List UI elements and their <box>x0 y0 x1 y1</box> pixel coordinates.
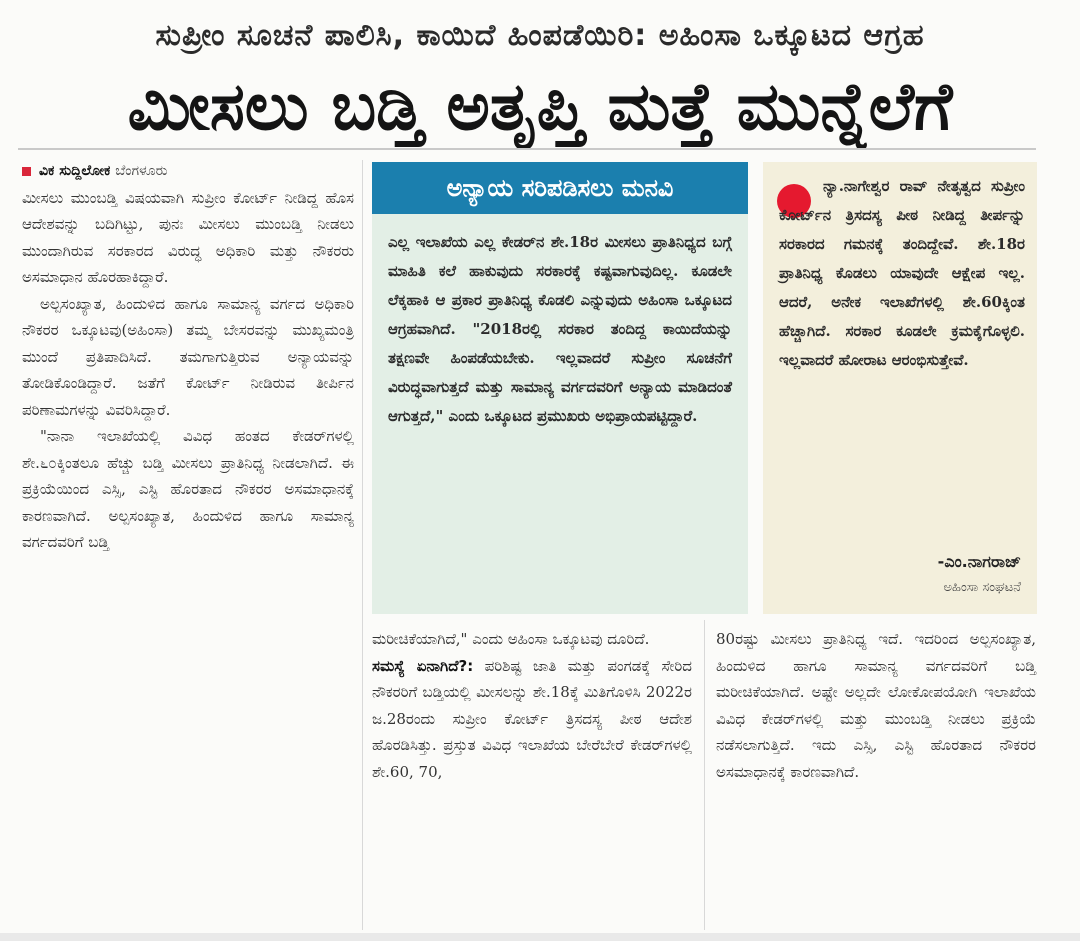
sidebar-box-appeal <box>372 162 748 614</box>
headline: ಮೀಸಲು ಬಡ್ತಿ ಅತೃಪ್ತಿ ಮತ್ತೆ ಮುನ್ನೆಲೆಗೆ <box>127 68 953 145</box>
byline <box>22 158 354 185</box>
bullet-square-icon <box>22 167 31 176</box>
quote-box <box>763 162 1037 614</box>
column-divider <box>704 620 705 930</box>
paragraph: ಮರೀಚಿಕೆಯಾಗಿದೆ," ಎಂದು ಅಹಿಂಸಾ ಒಕ್ಕೂಟವು ದೂರಿದೆ. <box>372 630 650 648</box>
paragraph: ಅಲ್ಪಸಂಖ್ಯಾತ, ಹಿಂದುಳಿದ ಹಾಗೂ ಸಾಮಾನ್ಯ ವರ್ಗದ ಅಧಿಕಾರಿ ನೌಕರರ ಒಕ್ಕೂಟವು(ಅಹಿಂಸಾ) ತಮ್ಮ ಬೇಸರವನ್ನು ಮುಖ್ಯಮಂತ್ರಿ ಮುಂದೆ ಪ್ರತಿಪಾದಿಸಿದೆ. ತಮಗಾಗುತ್ತಿರುವ ಅನ್ಯಾಯವನ್ನು ತೋಡಿಕೊಂಡಿದ್ದಾರೆ. ಜತೆಗೆ ಕೋರ್ಟ್‌ ನೀಡಿರುವ ತೀರ್ಪಿನ ಪರಿಣಾಮಗಳನ್ನು ವಿವರಿಸಿದ್ದಾರೆ. <box>22 294 354 419</box>
byline-place: ಬೆಂಗಳೂರು <box>115 163 168 179</box>
box-body: ಎಲ್ಲ ಇಲಾಖೆಯ ಎಲ್ಲ ಕೇಡರ್‌ನ ಶೇ.18ರ ಮೀಸಲು ಪ್ರಾತಿನಿಧ್ಯದ ಬಗ್ಗೆ ಮಾಹಿತಿ ಕಲೆ ಹಾಕುವುದು ಸರಕಾರಕ್ಕೆ ಕಷ್ಟವಾಗುವುದಿಲ್ಲ. ಕೂಡಲೇ ಲೆಕ್ಕಹಾಕಿ ಆ ಪ್ರಕಾರ ಪ್ರಾತಿನಿಧ್ಯ ಕೊಡಲಿ ಎನ್ನುವುದು ಅಹಿಂಸಾ ಒಕ್ಕೂಟದ ಆಗ್ರಹವಾಗಿದೆ. "2018ರಲ್ಲಿ ಸರಕಾರ ತಂದಿದ್ದ ಕಾಯಿದೆಯನ್ನು ತಕ್ಷಣವೇ ಹಿಂಪಡೆಯಬೇಕು. ಇಲ್ಲವಾದರೆ ಸುಪ್ರೀಂ ಸೂಚನೆಗೆ ವಿರುದ್ಧವಾಗುತ್ತದೆ ಮತ್ತು ಸಾಮಾನ್ಯ ವರ್ಗದವರಿಗೆ ಅನ್ಯಾಯ ಮಾಡಿದಂತೆ ಆಗುತ್ತದೆ," ಎಂದು ಒಕ್ಕೂಟದ ಪ್ರಮುಖರು ಅಭಿಪ್ರಾಯಪಟ್ಟಿದ್ದಾರೆ. <box>388 233 732 425</box>
column-3 <box>716 626 1036 785</box>
divider <box>18 148 1036 150</box>
paragraph <box>372 653 692 786</box>
column-1 <box>22 158 354 556</box>
paragraph: 80ರಷ್ಟು ಮೀಸಲು ಪ್ರಾತಿನಿಧ್ಯ ಇದೆ. ಇದರಿಂದ ಅಲ್ಪಸಂಖ್ಯಾತ, ಹಿಂದುಳಿದ ಹಾಗೂ ಸಾಮಾನ್ಯ ವರ್ಗದವರಿಗೆ ಬಡ್ತಿ ಮರೀಚಿಕೆಯಾಗಿದೆ. ಅಷ್ಟೇ ಅಲ್ಲದೇ ಲೋಕೋಪಯೋಗಿ ಇಲಾಖೆಯ ವಿವಿಧ ಕೇಡರ್‌ಗಳಲ್ಲಿ ಮತ್ತು ಮುಂಬಡ್ತಿ ನೀಡಲು ಪ್ರಕ್ರಿಯೆ ನಡೆಸಲಾಗುತ್ತಿದೆ. ಇದು ಎಸ್ಸಿ, ಎಸ್ಟಿ ಹೊರತಾದ ನೌಕರರ ಅಸಮಾಧಾನಕ್ಕೆ ಕಾರಣವಾಗಿದೆ. <box>716 630 1036 781</box>
quote-text: ನ್ಯಾ.ನಾಗೇಶ್ವರ ರಾವ್ ನೇತೃತ್ವದ ಸುಪ್ರೀಂ ಕೋರ್ಟ್‌ನ ತ್ರಿಸದಸ್ಯ ಪೀಠ ನೀಡಿದ್ದ ತೀರ್ಪನ್ನು ಸರಕಾರದ ಗಮನಕ್ಕೆ ತಂದಿದ್ದೇವೆ. ಶೇ.18ರ ಪ್ರಾತಿನಿಧ್ಯ ಕೊಡಲು ಯಾವುದೇ ಆಕ್ಷೇಪ ಇಲ್ಲ. ಆದರೆ, ಅನೇಕ ಇಲಾಖೆಗಳಲ್ಲಿ ಶೇ.60ಕ್ಕಿಂತ ಹೆಚ್ಚಾಗಿದೆ. ಸರಕಾರ ಕೂಡಲೇ ಕ್ರಮಕೈಗೊಳ್ಳಲಿ. ಇಲ್ಲವಾದರೆ ಹೋರಾಟ ಆರಂಭಿಸುತ್ತೇವೆ. <box>779 177 1025 369</box>
paragraph: "ನಾನಾ ಇಲಾಖೆಯಲ್ಲಿ ವಿವಿಧ ಹಂತದ ಕೇಡರ್‌ಗಳಲ್ಲಿ ಶೇ.೬೦ಕ್ಕಿಂತಲೂ ಹೆಚ್ಚು ಬಡ್ತಿ ಮೀಸಲು ಪ್ರಾತಿನಿಧ್ಯ ನೀಡಲಾಗಿದೆ. ಈ ಪ್ರಕ್ರಿಯೆಯಿಂದ ಎಸ್ಸಿ, ಎಸ್ಟಿ ಹೊರತಾದ ನೌಕರರ ಅಸಮಾಧಾನಕ್ಕೆ ಕಾರಣವಾಗಿದೆ. ಅಲ್ಪಸಂಖ್ಯಾತ, ಹಿಂದುಳಿದ ಹಾಗೂ ಸಾಮಾನ್ಯ ವರ್ಗದವರಿಗೆ ಬಡ್ತಿ <box>22 427 354 551</box>
bottom-rule <box>0 933 1080 941</box>
paragraph-text: ಪರಿಶಿಷ್ಟ ಜಾತಿ ಮತ್ತು ಪಂಗಡಕ್ಕೆ ಸೇರಿದ ನೌಕರರಿಗೆ ಬಡ್ತಿಯಲ್ಲಿ ಮೀಸಲನ್ನು ಶೇ.18ಕ್ಕೆ ಮಿತಿಗೊಳಿಸಿ 2022ರ ಜ.28ರಂದು ಸುಪ್ರೀಂ ಕೋರ್ಟ್‌ ತ್ರಿಸದಸ್ಯ ಪೀಠ ಆದೇಶ ಹೊರಡಿಸಿತ್ತು. ಪ್ರಸ್ತುತ ವಿವಿಧ ಇಲಾಖೆಯ ಬೇರೆಬೇರೆ ಕೇಡರ್‌ಗಳಲ್ಲಿ ಶೇ.60, 70, <box>372 656 692 781</box>
quote-signature: -ಎಂ.ನಾಗರಾಜ್ <box>937 552 1021 571</box>
box-title: ಅನ್ಯಾಯ ಸರಿಪಡಿಸಲು ಮನವಿ <box>372 162 748 214</box>
byline-source: ವಿಕ ಸುದ್ದಿಲೋಕ <box>39 163 111 179</box>
quote-body <box>779 172 1025 375</box>
quote-signature-title: ಅಹಿಂಸಾ ಸಂಘಟನೆ <box>943 580 1021 595</box>
paragraph: ಮೀಸಲು ಮುಂಬಡ್ತಿ ವಿಷಯವಾಗಿ ಸುಪ್ರೀಂ ಕೋರ್ಟ್‌ ನೀಡಿದ್ದ ಹೊಸ ಆದೇಶವನ್ನು ಬದಿಗಿಟ್ಟು, ಪುನಃ ಮೀಸಲು ಮುಂಬಡ್ತಿ ನೀಡಲು ಮುಂದಾಗಿರುವ ಸರಕಾರದ ವಿರುದ್ಧ ಅಧಿಕಾರಿ ಮತ್ತು ನೌಕರರು ಅಸಮಾಧಾನ ಹೊರಹಾಕಿದ್ದಾರೆ. <box>22 188 354 286</box>
column-2 <box>372 626 692 785</box>
subheading: ಸಮಸ್ಯೆ ಏನಾಗಿದೆ?: <box>372 656 474 675</box>
kicker: ಸುಪ್ರೀಂ ಸೂಚನೆ ಪಾಲಿಸಿ, ಕಾಯಿದೆ ಹಿಂಪಡೆಯಿರಿ: ಅಹಿಂಸಾ ಒಕ್ಕೂಟದ ಆಗ್ರಹ <box>155 18 925 53</box>
column-divider <box>362 160 363 930</box>
